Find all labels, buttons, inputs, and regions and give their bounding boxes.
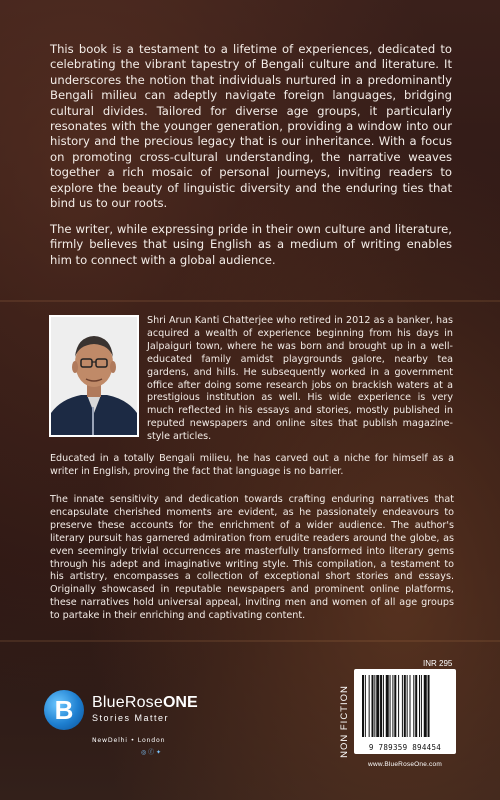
author-portrait-illustration <box>51 317 137 435</box>
publisher-name-part2: ONE <box>162 694 198 711</box>
social-icons: ◎ ⓕ ✦ <box>141 749 162 756</box>
publisher-name-part1: BlueRose <box>92 694 163 711</box>
isbn-number: 9 789359 894454 <box>368 743 442 752</box>
background-shelf-line <box>0 640 500 642</box>
price-label: INR 295 <box>423 659 453 668</box>
writer-paragraph: The writer, while expressing pride in their own culture and literature, firmly believes that using English as a medium of writing enables him to connect with a global audience. <box>50 222 452 267</box>
genre-label <box>336 668 352 774</box>
education-paragraph: Educated in a totally Bengali milieu, he has carved out a niche for himself as a writer in English, proving the fact that language is no barrier. <box>50 453 454 477</box>
publisher-website: www.BlueRoseOne.com <box>368 761 442 768</box>
description-paragraph: This book is a testament to a lifetime of experiences, dedicated to celebrating the vibrant tapestry of Bengali culture and literature. It underscores the notion that individuals nurtured in a predominantly Bengali milieu can adeptly navigate foreign languages, bridging cultural divides. Tailored for diverse age groups, it particularly resonates with the younger generation, providing a window into our history and the precious legacy that is our inheritance. With a focus on promoting cross-cultural understanding, the narrative weaves together a rich mosaic of personal journeys, inviting readers to explore the beauty of linguistic diversity and the enduring ties that bind us to our roots. <box>50 42 452 211</box>
publisher-tagline: Stories Matter <box>92 713 170 723</box>
author-photo <box>49 315 139 437</box>
isbn-barcode <box>354 669 456 754</box>
genre-text: NON FICTION <box>338 684 350 758</box>
barcode-bars <box>354 669 456 741</box>
publisher-name <box>92 694 198 712</box>
background-shelf-line <box>0 300 500 302</box>
publisher-cities: NewDelhi • London <box>92 737 166 744</box>
publisher-logo-icon: B <box>44 690 84 730</box>
author-bio: Shri Arun Kanti Chatterjee who retired in 2012 as a banker, has acquired a wealth of experience beginning from his days in Jalpaiguri town, where he was born and brought up in a well-educated family amidst playgrounds galore, nearby tea gardens, and hills. He subsequently worked in a government office after doing some research jobs on brackish waters at a prestigious institution as well. His wide experience is very much reflected in his essays and stories, mostly published in reputed newspapers and online sites that publish magazine-style articles. <box>147 315 453 443</box>
summary-paragraph: The innate sensitivity and dedication towards crafting enduring narratives that encapsulate cherished moments are evident, as he passionately endeavours to preserve these accounts for the enrichment of a wider audience. The author's literary pursuit has garnered admiration from erudite readers around the globe, as even seemingly trivial occurrences are masterfully transformed into literary gems through his adept and imaginative writing style. This compilation, a testament to his artistry, encompasses a collection of exceptional short stories and essays. Originally showcased in reputable newspapers and prominent online platforms, these narratives hold universal appeal, inviting men and women of all age groups to partake in their enriching and captivating content. <box>50 494 454 622</box>
